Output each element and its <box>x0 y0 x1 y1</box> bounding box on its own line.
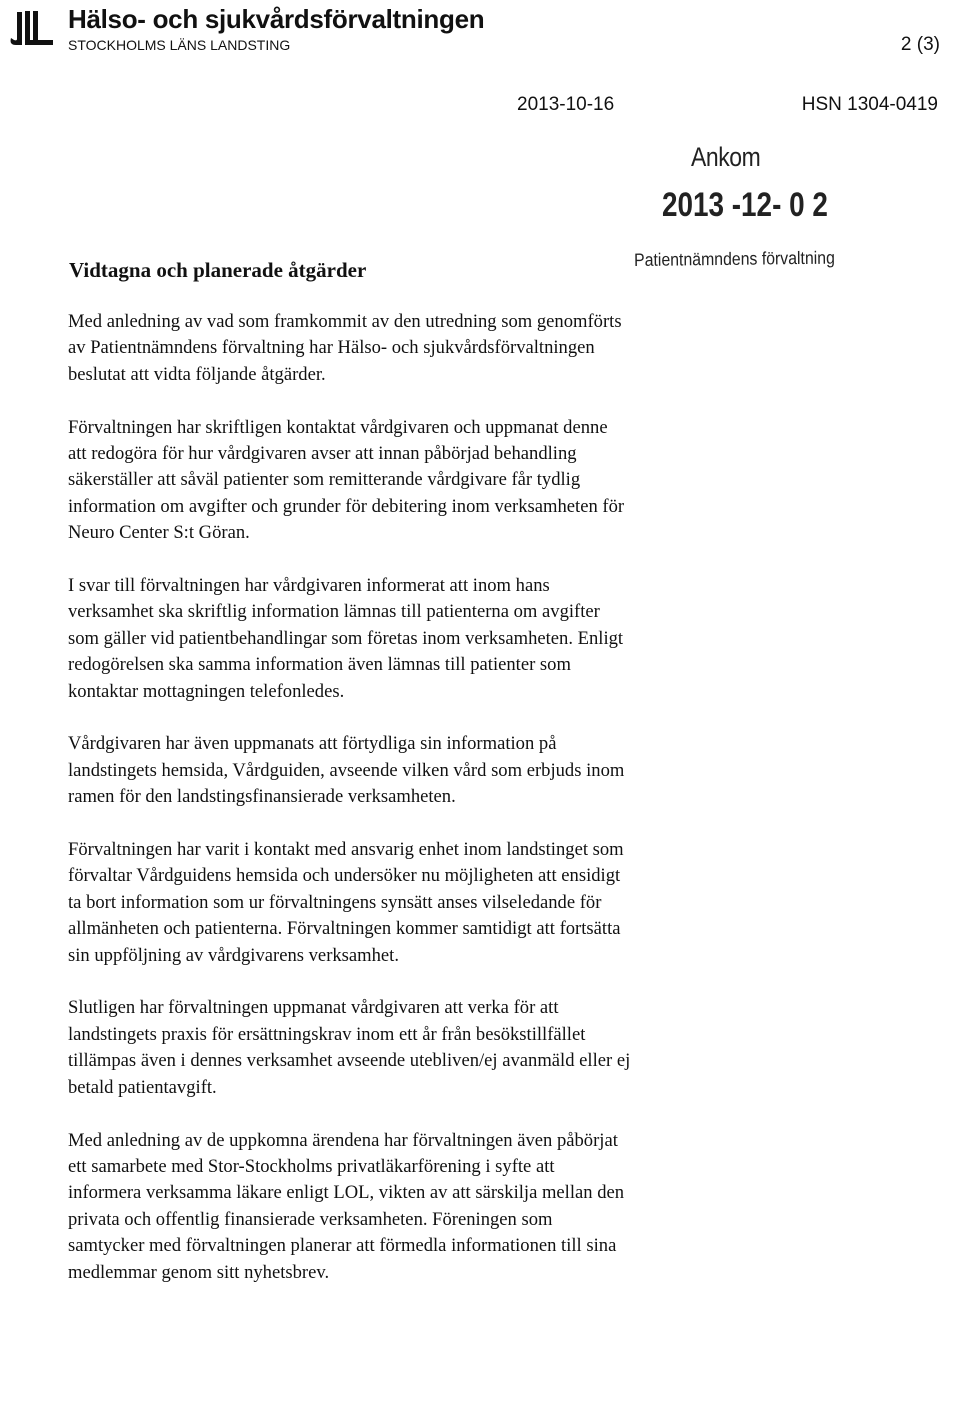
stamp-label: Ankom <box>691 142 761 172</box>
paragraph <box>68 995 768 1101</box>
paragraph-line: kontaktar mottagningen telefonledes. <box>68 680 345 702</box>
paragraph-line: tillämpas även i dennes verksamhet avseende utebliven/ej avanmäld eller ej <box>68 1050 631 1072</box>
paragraph-line: ramen för den landstingsfinansierade verksamheten. <box>68 786 456 808</box>
paragraph-line: Förvaltningen har skriftligen kontaktat vårdgivaren och uppmanat denne <box>68 416 608 438</box>
paragraph <box>68 1128 768 1286</box>
paragraph-line: landstingets praxis för ersättningskrav inom ett år från besökstillfället <box>68 1023 586 1045</box>
paragraph <box>68 415 768 547</box>
paragraph-line: medlemmar genom sitt nyhetsbrev. <box>68 1261 330 1283</box>
paragraph-line: redogörelsen ska samma information även lämnas till patienter som <box>68 654 571 676</box>
stamp-office: Patientnämndens förvaltning <box>634 247 835 270</box>
paragraph-line: ett samarbete med Stor-Stockholms privatläkarförening i syfte att <box>68 1155 555 1177</box>
paragraph <box>68 309 768 388</box>
paragraph-line: betald patientavgift. <box>68 1076 217 1098</box>
paragraph-line: säkerställer att såväl patienter som remitterande vårdgivare får tydlig <box>68 469 581 491</box>
paragraph-line: privata och offentlig finansierade verksamheten. Föreningen som <box>68 1208 553 1230</box>
paragraph-line: ta bort information som ur förvaltningens synsätt anses vilseledande för <box>68 891 602 913</box>
section-heading: Vidtagna och planerade åtgärder <box>69 258 367 282</box>
paragraph-line: landstingets hemsida, Vårdguiden, avseende vilken vård som erbjuds inom <box>68 759 625 781</box>
paragraph-line: som gäller vid patientbehandlingar som företas inom verksamheten. Enligt <box>68 627 624 649</box>
paragraph <box>68 731 768 810</box>
paragraph-line: informera verksamma läkare enligt LOL, vikten av att särskilja mellan den <box>68 1182 625 1204</box>
paragraph-line: I svar till förvaltningen har vårdgivaren informerat att inom hans <box>68 575 550 597</box>
paragraph-line: allmänheten och patienterna. Förvaltningen kommer samtidigt att fortsätta <box>68 918 621 940</box>
paragraph-line: förvaltar Vårdguidens hemsida och undersöker nu möjligheten att ensidigt <box>68 865 621 887</box>
paragraph-line: beslutat att vidta följande åtgärder. <box>68 363 326 385</box>
paragraph-line: Med anledning av vad som framkommit av den utredning som genomförts <box>68 311 622 332</box>
paragraph-line: verksamhet ska skriftlig information lämnas till patienterna om avgifter <box>68 601 600 623</box>
paragraph-line: Vårdgivaren har även uppmanats att förtydliga sin information på <box>68 733 557 755</box>
document-body <box>68 309 768 1312</box>
paragraph-line: Slutligen har förvaltningen uppmanat vårdgivaren att verka för att <box>68 997 559 1019</box>
paragraph-line: Neuro Center S:t Göran. <box>68 522 250 544</box>
sll-logo-icon <box>6 8 70 48</box>
paragraph <box>68 837 768 969</box>
page-number: 2 (3) <box>900 34 940 55</box>
paragraph-line: av Patientnämndens förvaltning har Hälso- och sjukvårdsförvaltningen <box>68 337 595 359</box>
paragraph-line: att redogöra för hur vårdgivaren avser att innan påbörjad behandling <box>68 443 577 465</box>
org-name: Hälso- och sjukvårdsförvaltningen <box>68 4 485 34</box>
document-date: 2013-10-16 <box>517 94 615 115</box>
paragraph-line: information om avgifter och grunder för debitering inom verksamheten för <box>68 495 625 517</box>
stamp-date: 2013 -12- 0 2 <box>662 186 828 224</box>
paragraph-line: Med anledning av de uppkomna ärendena har förvaltningen även påbörjat <box>68 1129 618 1151</box>
paragraph <box>68 573 768 705</box>
paragraph-line: Förvaltningen har varit i kontakt med ansvarig enhet inom landstinget som <box>68 839 624 861</box>
org-subtitle: STOCKHOLMS LÄNS LANDSTING <box>68 37 291 53</box>
reference-number: HSN 1304-0419 <box>801 94 938 115</box>
paragraph-line: samtycker med förvaltningen planerar att förmedla informationen till sina <box>68 1235 617 1257</box>
paragraph-line: sin uppföljning av vårdgivarens verksamhet. <box>68 944 399 966</box>
